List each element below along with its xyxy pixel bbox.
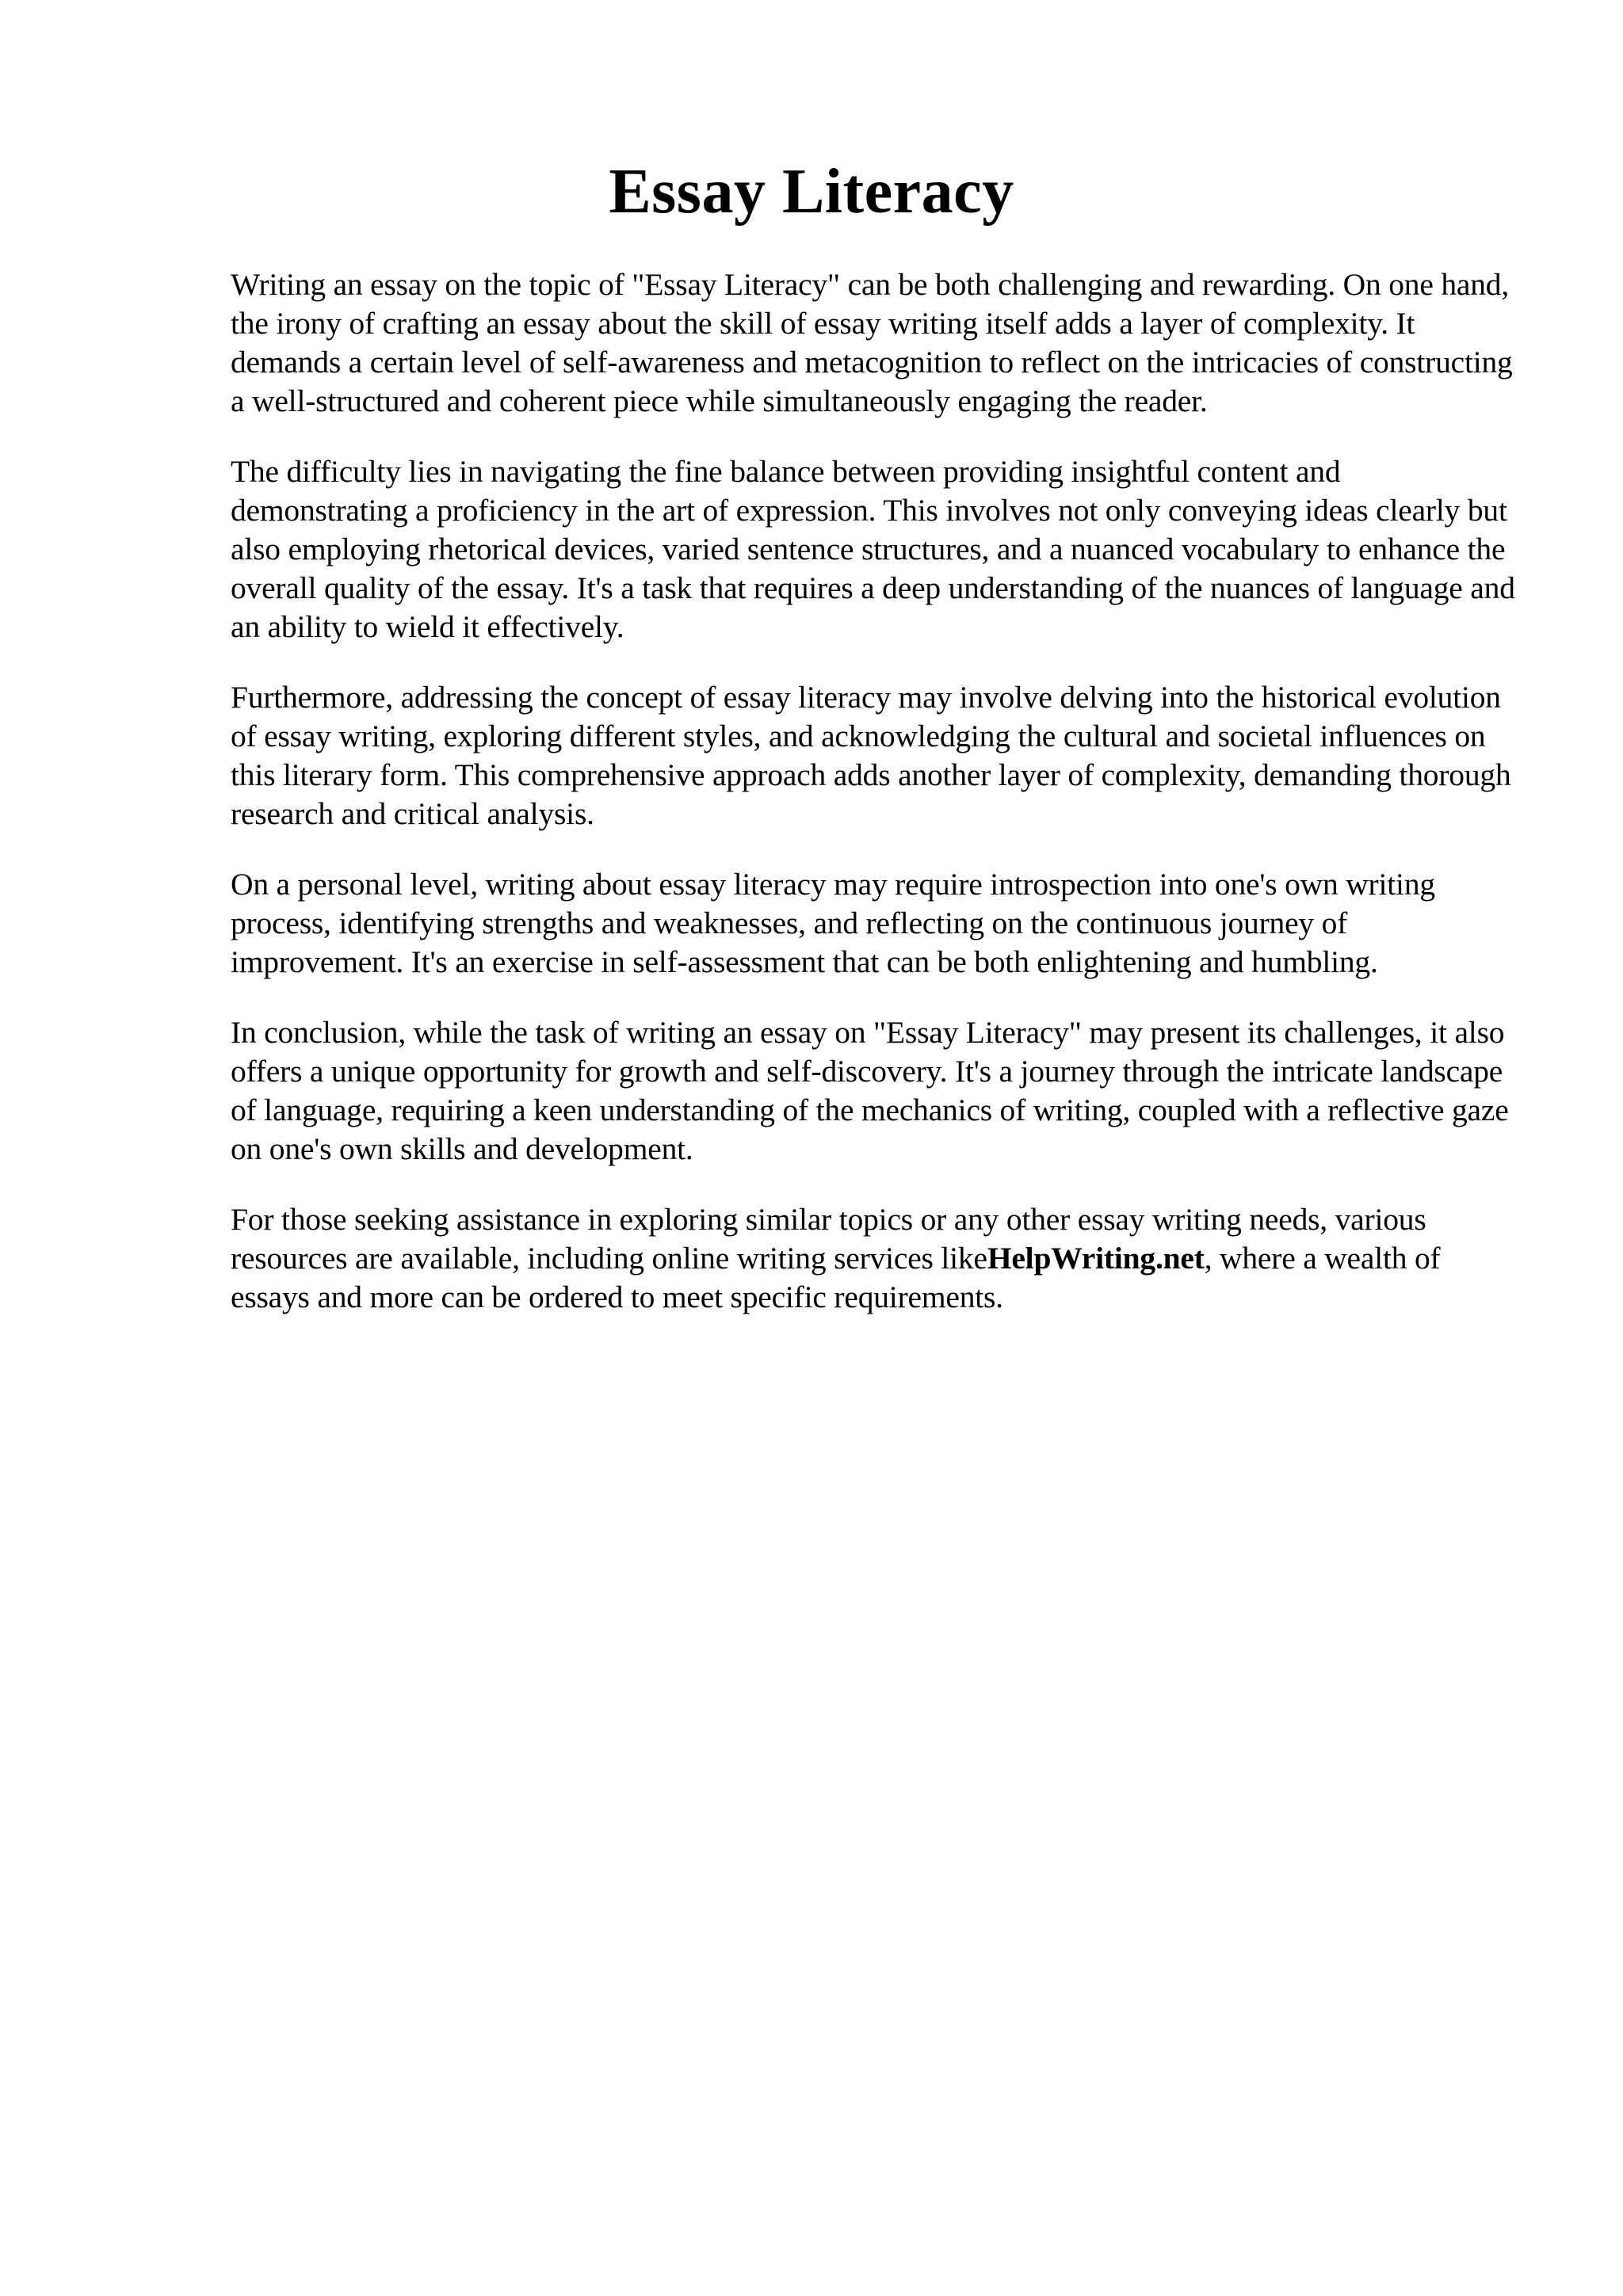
- closing-text-before: For those seeking assistance in exploring similar topics or any other essay writing needs, various resources are available, including online writing services like: [231, 1202, 1426, 1276]
- paragraph-1: Writing an essay on the topic of "Essay Literacy" can be both challenging and rewarding. On one hand, the irony of crafting an essay about the skill of essay writing itself adds a layer of complexity. It demands a certain level of self-awareness and metacognition to reflect on the intricacies of constructing a well-structured and coherent piece while simultaneously engaging the reader.: [231, 267, 1513, 418]
- brand-name: HelpWriting.net: [987, 1241, 1205, 1276]
- paragraph-4: On a personal level, writing about essay literacy may require introspection into one's own writing process, identifying strengths and weaknesses, and reflecting on the continuous journey of improvement. It's an exercise in self-assessment that can be both enlightening and humbling.: [231, 867, 1435, 979]
- document-body: [231, 265, 1524, 1348]
- paragraph-5: In conclusion, while the task of writing an essay on "Essay Literacy" may present its challenges, it also offers a unique opportunity for growth and self-discovery. It's a journey through the intricate landscape of language, requiring a keen understanding of the mechanics of writing, coupled with a reflective gaze on one's own skills and development.: [231, 1015, 1509, 1166]
- paragraph-3: Furthermore, addressing the concept of essay literacy may involve delving into the historical evolution of essay writing, exploring different styles, and acknowledging the cultural and societal influences on this literary form. This comprehensive approach adds another layer of complexity, demanding thorough research and critical analysis.: [231, 680, 1511, 831]
- closing-text-after: , where a wealth of essays and more can be ordered to meet specific requirements.: [231, 1241, 1441, 1314]
- document-title: Essay Literacy: [609, 157, 1014, 227]
- paragraph-2: The difficulty lies in navigating the fine balance between providing insightful content and demonstrating a proficiency in the art of expression. This involves not only conveying ideas clearly but also employing rhetorical devices, varied sentence structures, and a nuanced vocabulary to enhance the overall quality of the essay. It's a task that requires a deep understanding of the nuances of language and an ability to wield it effectively.: [231, 454, 1515, 644]
- closing-paragraph: [231, 1200, 1524, 1317]
